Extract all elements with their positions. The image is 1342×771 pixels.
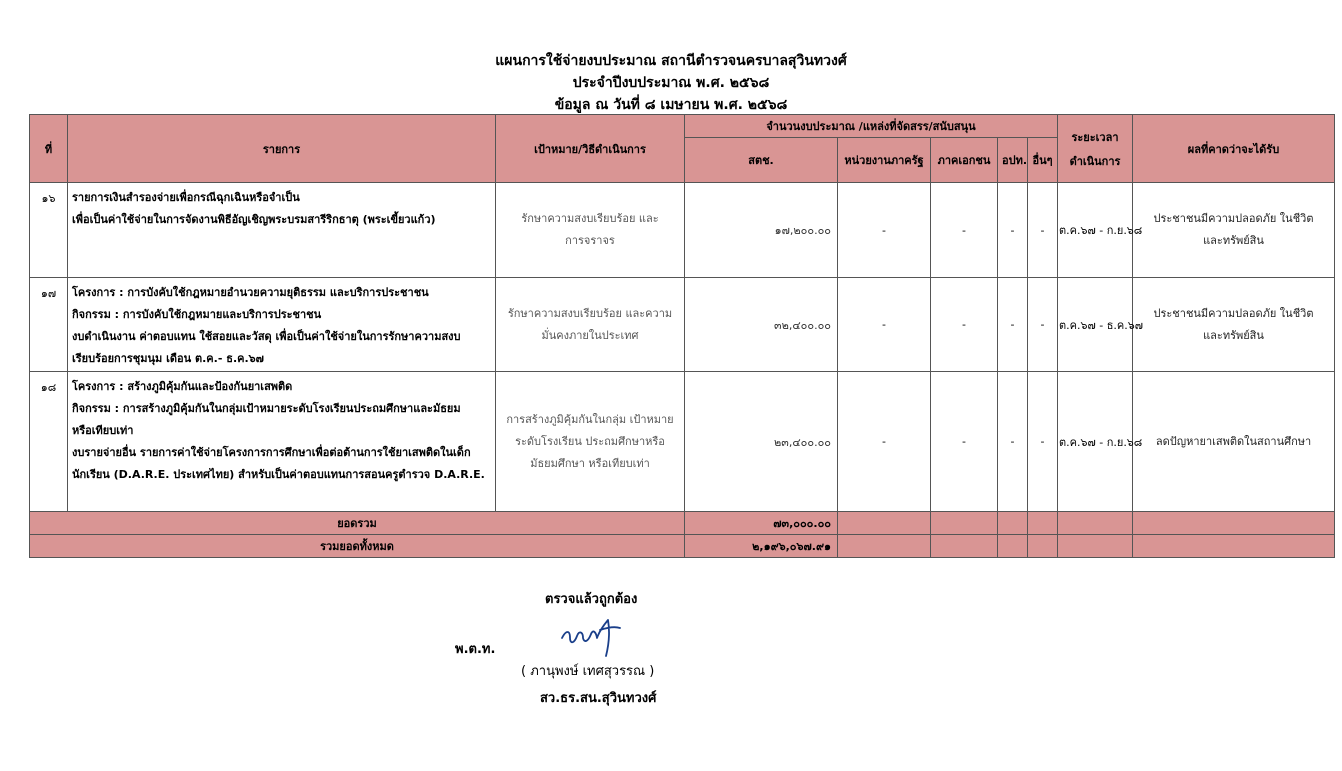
col-header-target: เป้าหมาย/วิธีดำเนินการ [496, 115, 685, 183]
row-item-line: งบรายจ่ายอื่น รายการค่าใช้จ่ายโครงการการศึกษาเพื่อต่อต้านการใช้ยาเสพติดในเด็ก [72, 446, 471, 459]
row-number: ๑๖ [30, 183, 68, 278]
row-target-line: รักษาความสงบเรียบร้อย และ [521, 212, 659, 225]
row-result-line: ลดปัญหายาเสพติดในสถานศึกษา [1155, 434, 1312, 448]
row-dash: - [838, 372, 931, 512]
row-item [68, 183, 496, 278]
row-result-line: และทรัพย์สิน [1203, 328, 1264, 342]
row-amount: ๒๓,๔๐๐.๐๐ [685, 372, 838, 512]
row-period: ต.ค.๖๗ - ธ.ค.๖๗ [1058, 278, 1133, 372]
subtotal-row [30, 512, 1335, 535]
subtotal-label: ยอดรวม [30, 512, 685, 535]
row-dash: - [1028, 372, 1058, 512]
row-target [496, 278, 685, 372]
col-header-result: ผลที่คาดว่าจะได้รับ [1133, 115, 1335, 183]
doc-title-line1: แผนการใช้จ่ายงบประมาณ สถานีตำรวจนครบาลสุวินทวงศ์ [495, 53, 847, 69]
col-header-source-other: อื่นๆ [1028, 138, 1058, 183]
row-amount: ๓๒,๔๐๐.๐๐ [685, 278, 838, 372]
grand-total-row [30, 535, 1335, 558]
row-item-line: เรียบร้อยการชุมนุม เดือน ต.ค.- ธ.ค.๖๗ [72, 352, 264, 365]
grand-total-label: รวมยอดทั้งหมด [30, 535, 685, 558]
grand-total-amount: ๒,๑๙๖,๐๖๗.๙๑ [685, 535, 838, 558]
row-dash: - [1028, 278, 1058, 372]
row-item-line: โครงการ : สร้างภูมิคุ้มกันและป้องกันยาเสพติด [72, 380, 293, 393]
signature-mark [558, 612, 628, 660]
col-header-item: รายการ [68, 115, 496, 183]
row-target [496, 183, 685, 278]
subtotal-amount: ๗๓,๐๐๐.๐๐ [685, 512, 838, 535]
row-item-line: หรือเทียบเท่า [72, 424, 134, 437]
row-dash: - [1028, 183, 1058, 278]
row-item-line: กิจกรรม : การบังคับใช้กฎหมายและบริการประชาชน [72, 308, 322, 321]
row-target-line: รักษาความสงบเรียบร้อย และความ [507, 306, 673, 320]
row-target-line: มัธยมศึกษา หรือเทียบเท่า [530, 456, 650, 470]
row-target-line: การสร้างภูมิคุ้มกันในกลุ่ม เป้าหมาย [506, 412, 674, 426]
row-item [68, 372, 496, 512]
row-target-line: มั่นคงภายในประเทศ [541, 328, 639, 342]
row-target-line: ระดับโรงเรียน ประถมศึกษาหรือ [515, 434, 665, 448]
row-dash: - [998, 372, 1028, 512]
row-number: ๑๘ [30, 372, 68, 512]
table-row [30, 278, 1335, 372]
col-header-no: ที่ [30, 115, 68, 183]
row-item-line: โครงการ : การบังคับใช้กฎหมายอำนวยความยุติธรรม และบริการประชาชน [72, 286, 429, 299]
row-result [1133, 372, 1335, 512]
table-row [30, 183, 1335, 278]
row-number: ๑๗ [30, 278, 68, 372]
row-result-line: ประชาชนมีความปลอดภัย ในชีวิต [1153, 306, 1314, 320]
row-period: ต.ค.๖๗ - ก.ย.๖๘ [1058, 372, 1133, 512]
col-header-source-government: หน่วยงานภาครัฐ [838, 138, 931, 183]
budget-plan-table [29, 114, 1335, 558]
row-dash: - [998, 183, 1028, 278]
row-item-line: รายการเงินสำรองจ่ายเพื่อกรณีฉุกเฉินหรือจำเป็น [72, 191, 300, 204]
signer-rank: พ.ต.ท. [455, 642, 496, 657]
row-result [1133, 278, 1335, 372]
certify-text: ตรวจแล้วถูกต้อง [545, 592, 638, 607]
period-header-line2: ดำเนินการ [1069, 154, 1121, 168]
table-row [30, 372, 1335, 512]
col-header-source-police: สตช. [685, 138, 838, 183]
row-dash: - [931, 183, 998, 278]
row-target-line: การจราจร [565, 234, 615, 247]
row-dash: - [838, 183, 931, 278]
col-header-source-private: ภาคเอกชน [931, 138, 998, 183]
row-dash: - [931, 372, 998, 512]
row-item [68, 278, 496, 372]
row-result-line: ประชาชนมีความปลอดภัย ในชีวิต [1153, 212, 1314, 225]
doc-title-line2: ประจำปีงบประมาณ พ.ศ. ๒๕๖๘ [572, 75, 770, 91]
signer-position: สว.ธร.สน.สุวินทวงศ์ [540, 691, 657, 706]
row-dash: - [998, 278, 1028, 372]
row-item-line: เพื่อเป็นค่าใช้จ่ายในการจัดงานพิธีอัญเชิญพระบรมสารีริกธาตุ (พระเขี้ยวแก้ว) [72, 213, 436, 226]
row-item-line: กิจกรรม : การสร้างภูมิคุ้มกันในกลุ่มเป้าหมายระดับโรงเรียนประถมศึกษาและมัธยม [72, 402, 461, 415]
row-item-line: นักเรียน (D.A.R.E. ประเทศไทย) สำหรับเป็นค่าตอบแทนการสอนครูตำรวจ D.A.R.E. [72, 468, 485, 481]
col-header-budget-group: จำนวนงบประมาณ /แหล่งที่จัดสรร/สนับสนุน [685, 115, 1058, 138]
signer-name: ( ภานุพงษ์ เทศสุวรรณ ) [521, 664, 655, 679]
doc-title-line3: ข้อมูล ณ วันที่ ๘ เมษายน พ.ศ. ๒๕๖๘ [554, 97, 788, 113]
col-header-period [1058, 115, 1133, 183]
row-amount: ๑๗,๒๐๐.๐๐ [685, 183, 838, 278]
row-period: ต.ค.๖๗ - ก.ย.๖๘ [1058, 183, 1133, 278]
period-header-line1: ระยะเวลา [1071, 130, 1119, 144]
row-item-line: งบดำเนินงาน ค่าตอบแทน ใช้สอยและวัสดุ เพื่อเป็นค่าใช้จ่ายในการรักษาความสงบ [72, 330, 461, 343]
row-target [496, 372, 685, 512]
row-result [1133, 183, 1335, 278]
col-header-source-local: อปท. [998, 138, 1028, 183]
row-dash: - [931, 278, 998, 372]
row-result-line: และทรัพย์สิน [1203, 234, 1264, 247]
row-dash: - [838, 278, 931, 372]
